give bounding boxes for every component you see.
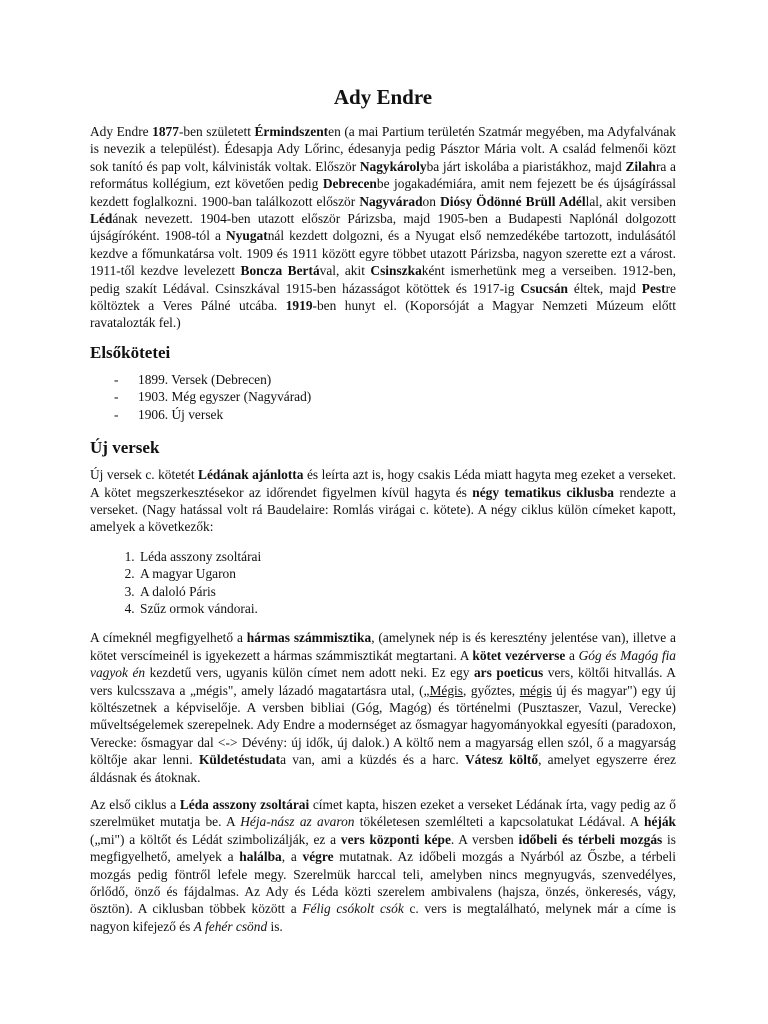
- text-run: kezdetű vers, ugyanis külön címet nem adott neki. Ez egy: [145, 665, 474, 681]
- bold-text: vers központi képe: [340, 831, 451, 847]
- bold-text: Zilah: [625, 158, 656, 174]
- list-item: 3. A daloló Páris: [138, 583, 676, 600]
- italic-title: Góg és Magóg fia vagyok én: [90, 647, 677, 681]
- bold-text: halálba: [239, 849, 282, 865]
- italic-title: A fehér csönd: [193, 918, 268, 934]
- text-run: ra a református kollégium, ezt követően pedig: [90, 158, 677, 192]
- list-item: - 1903. Még egyszer (Nagyvárad): [114, 388, 676, 405]
- text-run: A címeknél megfigyelhető a: [90, 630, 247, 646]
- bold-text: Csinszka: [370, 263, 422, 279]
- text-run: új és magyar") egy új költészetnek a képviselője. A versben bibliai (Góg, Magóg) és történelmi (Pusztaszer, Vazul, Verecke) műveltségelemek szerepelnek. Ady Endre a modernséget az ősmagyar hagyományokkal egyesíti (paradoxon, Verecke: ősmagyar dal <-> Dévény: új idők, új dalok.) A költő nem a magyarság ellen szól, ő a magyarság költője akar lenni.: [90, 682, 676, 768]
- list-item: 2. A magyar Ugaron: [138, 565, 676, 582]
- text-run: c. vers is megtalálható, melynek már a címe is nagyon kifejező és: [90, 901, 676, 934]
- document-page: [90, 84, 676, 935]
- bold-text: Vátesz költő: [464, 752, 539, 768]
- biography-paragraph: [90, 123, 676, 332]
- bold-text: végre: [302, 849, 334, 865]
- text-run: is.: [267, 918, 283, 934]
- text-run: re költöztek a Veres Pálné utcába.: [90, 280, 676, 314]
- bold-text: Csucsán: [520, 280, 568, 296]
- text-run: on: [422, 193, 441, 209]
- bold-text: kötet vezérverse: [472, 647, 566, 663]
- document-title: Ady Endre: [333, 85, 433, 109]
- text-run: -ben született: [178, 124, 255, 139]
- bold-text: 1877: [152, 124, 179, 139]
- section-heading-new-poems: Új versek: [90, 438, 160, 458]
- text-run: . A versben: [450, 831, 519, 847]
- text-run: , (amelynek nép is és keresztény jelentése van), illetve a kötet verscímeinél is igyekezett a hármas számmisztikát megtartani. A: [90, 630, 676, 663]
- text-run: rendezte a verseket. (Nagy hatással volt rá Baudelaire: Romlás virágai c. kötete). A négy ciklus külön címeket kapott, amelyek a következők:: [90, 484, 677, 535]
- bold-text: Küldetéstudat: [198, 752, 281, 768]
- list-item: - 1899. Versek (Debrecen): [114, 371, 676, 388]
- list-item: 1. Léda asszony zsoltárai: [138, 548, 676, 565]
- cycles-list: [90, 548, 676, 618]
- list-item: 4. Szűz ormok vándorai.: [138, 600, 676, 617]
- bold-text: hármas számmisztika: [246, 630, 372, 646]
- text-run: nál kezdett dolgozni, és a Nyugat első nemzedékébe tartozott, indulásától kezdve a főmunkatársa volt. 1909 és 1911 között egyre többet utazott Párizsba, nagyon szerette ezt a várost. 1911-től kezdve levelezett: [90, 228, 677, 279]
- bold-text: Léda asszony zsoltárai: [179, 797, 310, 812]
- text-run: címet kapta, hiszen ezeket a verseket Lédának írta, vagy pedig az ő szerelmüket mutatja be. A: [90, 797, 676, 830]
- bold-text: Nagykároly: [359, 158, 427, 174]
- text-run: ként ismerhetünk meg a verseiben. 1912-ben, pedig szakít Lédával. Csinszkával 1915-ben házasságot kötöttek és 1917-ig: [90, 263, 677, 296]
- first-cycle-paragraph: [90, 796, 676, 935]
- text-run: be jogakadémiára, amit nem fejezett be és újságírással kezdett foglalkozni. 1900-ban találkozott először: [90, 176, 677, 209]
- bold-text: Pest: [641, 280, 666, 296]
- bold-text: Léd: [90, 211, 113, 227]
- bold-text: Boncza Bertá: [240, 263, 320, 279]
- bold-text: időbeli és térbeli mozgás: [518, 831, 663, 847]
- underlined-text: Mégis: [429, 682, 463, 698]
- text-run: vers, költői hitvallás. A vers kulcsszava a „mégis", amely lázadó magatartásra utal, („: [90, 665, 676, 698]
- bold-text: 1919: [285, 298, 313, 314]
- text-run: ának nevezett. 1904-ben utazott először Párizsba, majd 1905-ben a Budapesti Naplónál dolgozott újságíróként. 1908-tól a: [90, 211, 676, 244]
- bold-text: Nagyvárad: [359, 193, 423, 209]
- text-run: Új versek c. kötetét: [90, 467, 199, 483]
- text-run: en (a mai Partium területén Szatmár megyében, ma Adyfalvának is nevezik a települést). Édesapja Ady Lőrinc, édesanyja pedig Pásztor Mária volt. A család felmenői közt sok tanító és pap volt, kálvinisták voltak. Először: [90, 124, 676, 174]
- text-run: Ady Endre: [90, 124, 153, 139]
- underlined-text: mégis: [519, 682, 552, 698]
- text-run: ba járt iskolába a piaristákhoz, majd: [426, 158, 626, 174]
- bold-text: Nyugat: [226, 228, 268, 244]
- italic-title: Héja-nász az avaron: [240, 814, 355, 830]
- text-run: („mi") a költőt és Lédát szimbolizálják, ez a: [90, 831, 341, 847]
- text-run: is megfigyelhető, amelyek a: [90, 831, 676, 865]
- new-poems-intro-paragraph: [90, 466, 676, 536]
- text-run: val, akit: [319, 263, 371, 279]
- text-run: mutatnak. Az időbeli mozgás a Nyárból az Őszbe, a térbeli mozgás pedig föntről lefele megy. Szerelmük harccal teli, amelyben nincs megnyugvás, szenvedélyes, őrlődő, önző és fájdalmas. Az Ady és Léda közti szerelem ambivalens (hajsza, önzés, önkeresés, vágy, ösztön). A ciklusban többek között a: [90, 849, 676, 917]
- list-item: - 1906. Új versek: [114, 406, 676, 423]
- text-run: Az első ciklus a: [90, 797, 180, 812]
- bold-text: Diósy Ödönné Brüll Adél: [440, 193, 586, 209]
- text-run: lal, akit versiben: [585, 193, 676, 209]
- text-run: tökéletesen szemlélteti a kapcsolatukat Lédával. A: [354, 814, 645, 830]
- section-heading-first-volumes: Elsőkötetei: [90, 342, 171, 362]
- bold-text: héják: [644, 814, 677, 830]
- first-volumes-list: [90, 371, 676, 423]
- bold-text: Érmindszent: [254, 124, 329, 139]
- text-run: , győztes,: [462, 682, 520, 698]
- bold-text: ars poeticus: [473, 665, 544, 681]
- text-run: és leírta azt is, hogy csakis Léda miatt hagyta meg ezeket a verseket. A kötet megszerkesztésekor az időrendet figyelmen kívül hagyta és: [90, 467, 677, 500]
- numerology-paragraph: [90, 629, 676, 786]
- text-run: a: [565, 647, 579, 663]
- bold-text: Debrecen: [322, 176, 377, 192]
- bold-text: négy tematikus ciklusba: [472, 484, 614, 500]
- text-run: a van, ami a küzdés és a harc.: [280, 752, 465, 768]
- text-run: , amelyet egyszerre érez áldásnak és átoknak.: [90, 752, 676, 785]
- text-run: , a: [281, 849, 303, 865]
- bold-text: Lédának ajánlotta: [198, 467, 304, 483]
- text-run: -ben hunyt el. (Koporsóját a Magyar Nemzeti Múzeum előtt ravatalozták fel.): [90, 298, 676, 331]
- italic-title: Félig csókolt csók: [302, 901, 404, 917]
- text-run: éltek, majd: [568, 280, 642, 296]
